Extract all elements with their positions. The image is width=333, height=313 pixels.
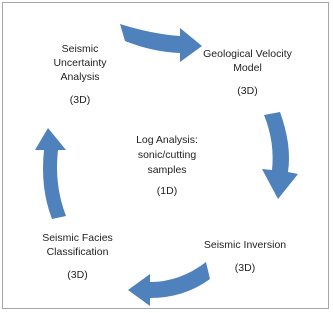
- node-dimension: (3D): [69, 94, 91, 106]
- left-arrow: [35, 128, 66, 219]
- node-title-line: Analysis: [60, 71, 100, 83]
- node-seismic-facies-classification: [20, 231, 135, 282]
- node-dimension: (3D): [237, 85, 258, 97]
- node-dimension: (3D): [234, 262, 256, 274]
- node-title-line: Seismic Inversion: [203, 239, 287, 251]
- node-seismic-uncertainty-analysis: [30, 42, 130, 107]
- node-title-line: Model: [233, 62, 262, 74]
- node-dimension: (3D): [67, 269, 88, 281]
- node-dimension: (1D): [156, 185, 178, 197]
- node-title-line: Classification: [46, 246, 109, 258]
- node-log-analysis: [117, 133, 217, 199]
- node-seismic-inversion: [185, 238, 305, 275]
- node-title-line: samples: [147, 164, 187, 176]
- node-title-line: sonic/cutting: [137, 149, 197, 161]
- node-title-line: Geological Velocity: [203, 48, 292, 60]
- right-arrow: [262, 112, 298, 199]
- node-title-line: Log Analysis:: [136, 134, 198, 146]
- node-title-line: Seismic Facies: [42, 232, 113, 244]
- node-title-line: Uncertainty: [53, 57, 107, 69]
- node-title-line: Seismic: [61, 43, 99, 55]
- node-geological-velocity-model: [190, 47, 305, 98]
